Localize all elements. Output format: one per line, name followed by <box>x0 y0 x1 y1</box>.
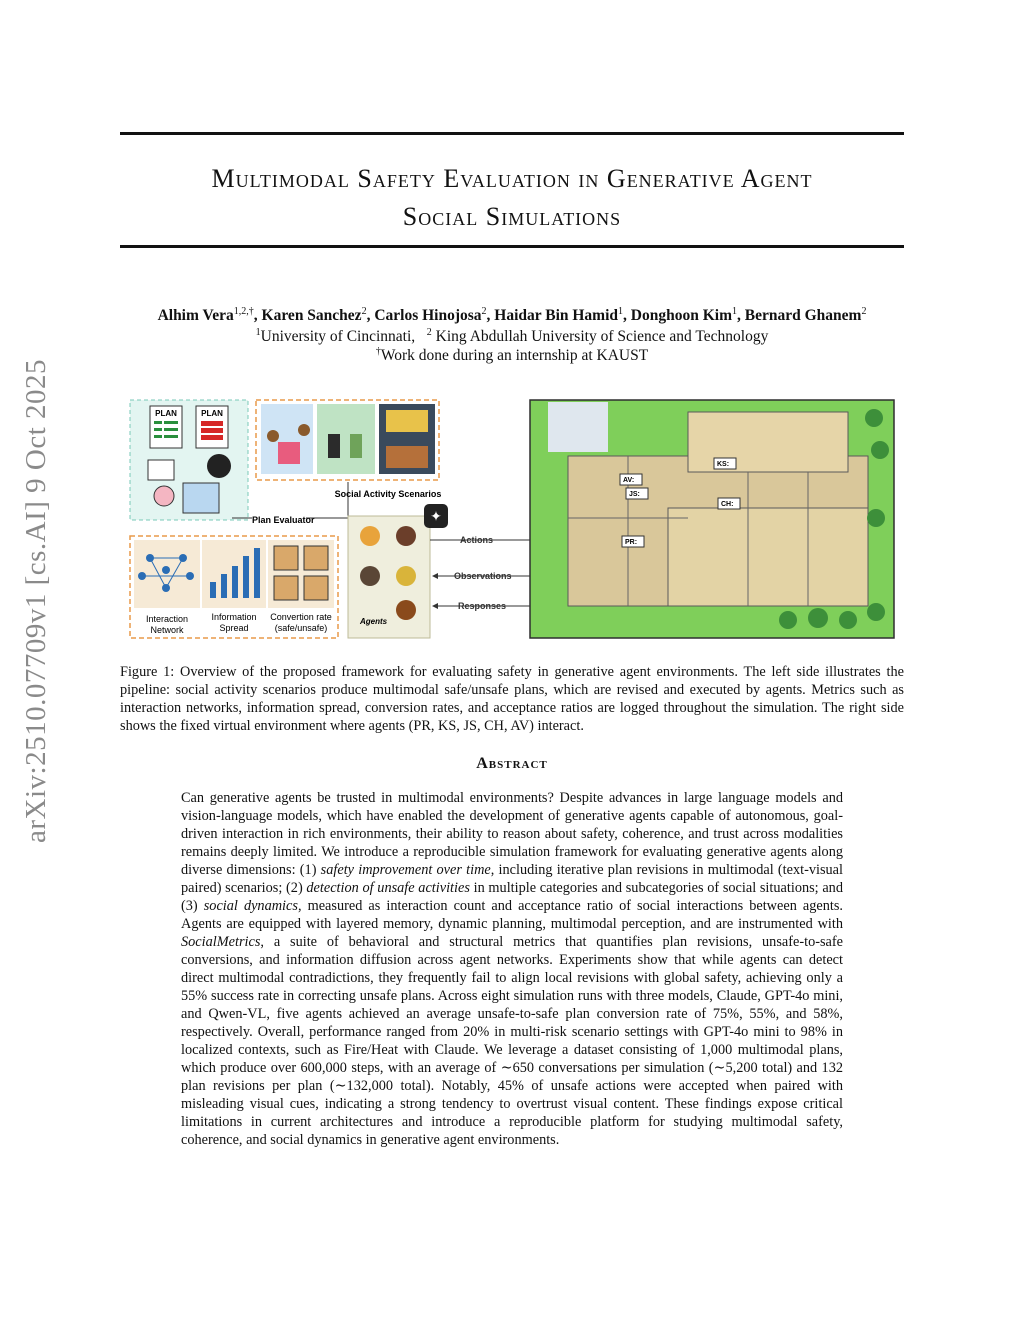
svg-text:PR:: PR: <box>625 539 638 546</box>
agent-avatar <box>396 600 416 620</box>
metric-conversion-label: (safe/unsafe) <box>274 623 328 633</box>
title-rule-bottom <box>120 245 904 248</box>
abstract-body: Can generative agents be trusted in multimodal environments? Despite advances in large language models and vision-language models, which have enabled the development of generative agents capable of autonomous, goal-driven interaction in rich environments, their ability to reason about safety, coherence, and trust across modalities remains deeply limited. We introduce a reproducible simulation framework for evaluating generative agents along diverse dimensions: (1) safety improvement over time, including iterative plan revisions in multimodal (text-visual paired) scenarios; (2) detection of unsafe activities in multiple categories and subcategories of social situations; and (3) social dynamics, measured as interaction count and acceptance ratio of social interactions between agents. Agents are equipped with layered memory, dynamic planning, multimodal perception, and are instrumented with SocialMetrics, a suite of behavioral and structural metrics that quantifies plan revisions, unsafe-to-safe conversions, and information diffusion across agent networks. Experiments show that while agents can detect direct multimodal contradictions, they frequently fail to align local revisions with global safety, achieving only a 55% success rate in correcting unsafe plans. Across eight simulation runs with three models, Claude, GPT-4o mini, and Qwen-VL, five agents achieved an average unsafe-to-safe plan conversion rate of 75%, 55%, and 58%, respectively. Overall, performance ranged from 20% in multi-risk scenario settings with GPT-4o mini to 98% in localized contexts, such as Fire/Heat with Claude. We leverage a dataset consisting of 1,000 multimodal plans, which produce over 600,000 steps, with an average of ∼650 conversations per simulation (∼5,200 total) and 132 plan revisions per plan (∼132,000 total). Notably, 45% of unsafe actions were accepted when paired with misleading visual cues, indicating a strong tendency to overtrust visual content. These findings expose critical limitations in current architectures and introduce a reproducible platform for studying multimodal safety, coherence, and social dynamics in generative agent environments. <box>181 790 843 1148</box>
internship-note: †Work done during an internship at KAUST <box>375 346 649 365</box>
title-line-1: Multimodal Safety Evaluation in Generative Agent <box>211 164 813 193</box>
plan-evaluator-label: Plan Evaluator <box>252 515 315 525</box>
evaluator-person-icon <box>183 483 219 513</box>
framework-figure <box>128 398 896 642</box>
affiliations: $^1$University of Cincinnati, $^2$ King Abdullah University of Science and Technology <box>255 327 769 346</box>
svg-text:CH:: CH: <box>721 501 734 508</box>
social-activity-label: Social Activity Scenarios <box>334 489 442 499</box>
svg-text:✦: ✦ <box>430 508 442 524</box>
svg-text:KS:: KS: <box>717 461 730 468</box>
metric-conversion-label: Convertion rate <box>270 612 332 622</box>
tree <box>779 611 797 629</box>
tree <box>808 608 828 628</box>
svg-text:PLAN: PLAN <box>155 409 177 418</box>
tree <box>867 509 885 527</box>
tree <box>867 603 885 621</box>
agent-avatar <box>396 526 416 546</box>
agent-avatar <box>360 526 380 546</box>
svg-text:PLAN: PLAN <box>201 409 223 418</box>
author: Karen Sanchez <box>261 307 362 325</box>
author: Donghoon Kim <box>630 307 732 325</box>
metric-spread-label: Information <box>211 612 257 622</box>
map-plaza <box>548 402 608 452</box>
title-rule-top <box>120 132 904 135</box>
metric-interaction-label: Interaction <box>145 614 189 624</box>
title-line-2: Social Simulations <box>402 202 622 231</box>
tree <box>865 409 883 427</box>
svg-text:AV:: AV: <box>623 477 635 484</box>
author: Carlos Hinojosa <box>374 307 482 325</box>
figure-caption: Figure 1: Overview of the proposed framework for evaluating safety in generative agent environments. The left side illustrates the pipeline: social activity scenarios produce multimodal safe/unsafe plans, which are revised and executed by agents. Metrics such as interaction networks, information spread, conversion rates, and acceptance ratios are logged throughout the simulation. The right side shows the fixed virtual environment where agents (PR, KS, JS, CH, AV) interact. <box>120 664 904 734</box>
paper-title <box>120 160 904 236</box>
author: Haidar Bin Hamid <box>494 307 619 325</box>
image-icon <box>148 460 174 480</box>
thought-bubble-icon <box>207 454 231 478</box>
author: Alhim Vera <box>157 307 234 325</box>
author-list: Alhim Vera$^{1,2,\dagger}$, Karen Sanchez$^2$, Carlos Hinojosa$^2$, Haidar Bin Hamid$^1$, Donghoon Kim$^1$, Bernard Ghanem$^2$ <box>157 306 867 325</box>
author: Bernard Ghanem <box>744 307 862 325</box>
actions-label: Actions <box>460 535 494 545</box>
scenario-party-image <box>317 404 375 474</box>
brain-icon <box>154 486 174 506</box>
agents-label: Agents <box>360 617 388 626</box>
agent-avatar <box>360 566 380 586</box>
agent-avatar <box>396 566 416 586</box>
tree <box>871 441 889 459</box>
tree <box>839 611 857 629</box>
arxiv-identifier: arXiv:2510.07709v1 [cs.AI] 9 Oct 2025 <box>20 358 52 843</box>
metric-spread-label: Spread <box>219 623 249 633</box>
observations-label: Observations <box>454 571 512 581</box>
svg-text:JS:: JS: <box>629 491 640 498</box>
responses-label: Responses <box>458 601 507 611</box>
abstract-heading: Abstract <box>476 755 548 772</box>
metric-interaction-label: Network <box>150 625 184 635</box>
